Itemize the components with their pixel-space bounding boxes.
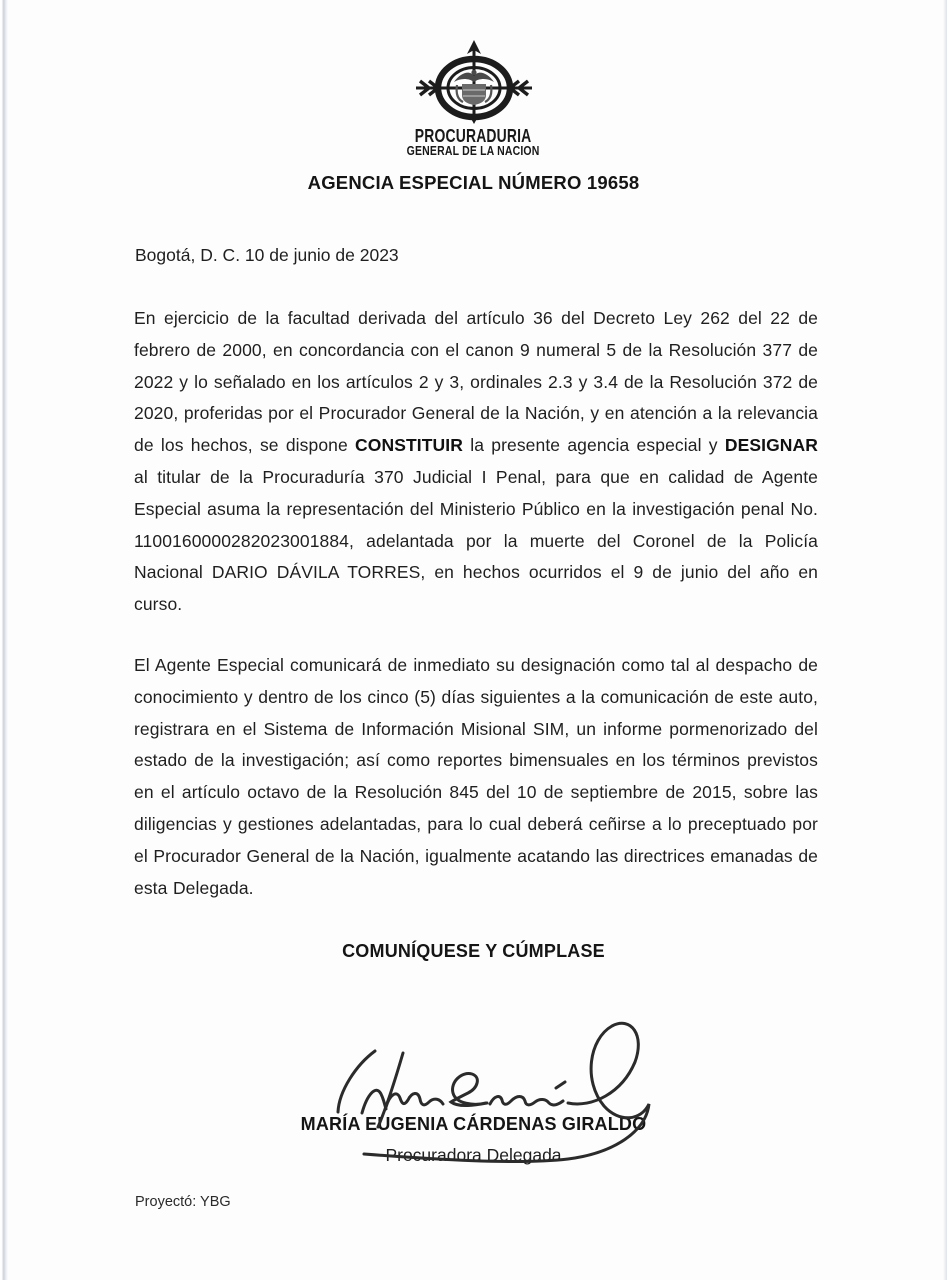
org-name-line2: GENERAL DE LA NACION bbox=[407, 144, 540, 158]
paragraph-instructions: El Agente Especial comunicará de inmediato su designación como tal al despacho de conocimiento y dentro de los cinco (5) días siguientes a la comunicación de este auto, registrara en el Sistema de Información Misional SIM, un informe pormenorizado del estado de la investigación; así como reportes bimensuales en los términos previstos en el artículo octavo de la Resolución 845 del 10 de septiembre de 2015, sobre las diligencias y gestiones adelantadas, para lo cual deberá ceñirse a lo preceptuado por el Procurador General de la Nación, igualmente acatando las directrices emanadas de esta Delegada. bbox=[134, 655, 818, 898]
signer-name: MARÍA EUGENIA CÁRDENAS GIRALDO bbox=[300, 1114, 647, 1134]
prepared-by-note: Proyectó: YBG bbox=[135, 1194, 231, 1210]
date-line: Bogotá, D. C. 10 de junio de 2023 bbox=[135, 245, 399, 265]
paragraph-resolution: En ejercicio de la facultad derivada del artículo 36 del Decreto Ley 262 del 22 de febrero de 2000, en concordancia con el canon 9 numeral 5 de la Resolución 377 de 2022 y lo señalado en los artículos 2 y 3, ordinales 2.3 y 3.4 de la Resolución 372 de 2020, proferidas por el Procurador General de la Nación, y en atención a la relevancia de los hechos, se dispone CONSTITUIR la presente agencia especial y DESIGNAR al titular de la Procuraduría 370 Judicial I Penal, para que en calidad de Agente Especial asuma la representación del Ministerio Público en la investigación penal No. 1100160000282023001884, adelantada por la muerte del Coronel de la Policía Nacional DARIO DÁVILA TORRES, en hechos ocurridos el 9 de junio del año en curso. bbox=[134, 308, 818, 615]
org-name-line1: PROCURADURIA bbox=[415, 125, 532, 147]
closing-formula: COMUNÍQUESE Y CÚMPLASE bbox=[342, 941, 605, 961]
document-title: AGENCIA ESPECIAL NÚMERO 19658 bbox=[307, 172, 640, 193]
letterhead bbox=[0, 40, 947, 158]
procuraduria-seal-icon bbox=[416, 40, 532, 124]
signer-title: Procuradora Delegada bbox=[385, 1145, 562, 1165]
